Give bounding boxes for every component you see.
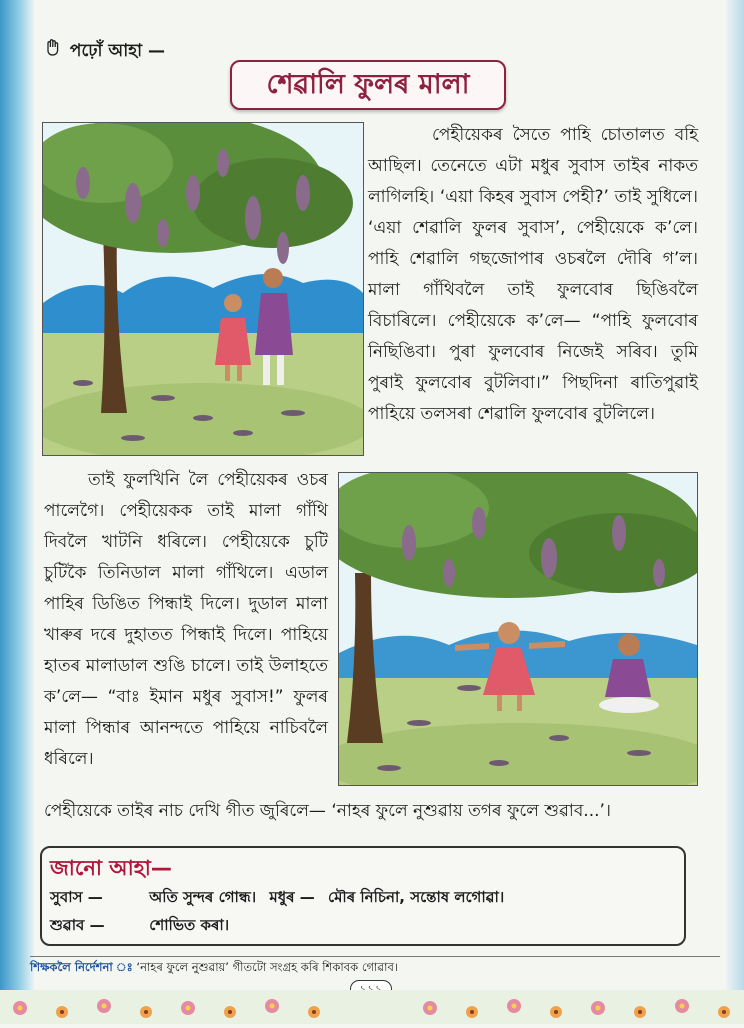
section-header-label: পঢ়োঁ আহা — <box>69 41 166 61</box>
illustration-girl-dancing <box>338 472 698 786</box>
glossary-term: শুৱাব — <box>50 916 105 934</box>
teacher-note <box>30 956 720 978</box>
page-edge-right <box>726 0 744 1024</box>
flower-border <box>0 990 744 1024</box>
glossary-definition: অতি সুন্দৰ গোন্ধ। <box>149 888 257 906</box>
page-title: শেৱালি ফুলৰ মালা <box>230 60 506 110</box>
glossary-row <box>50 886 504 911</box>
story-paragraph-3: পেহীয়েকে তাইৰ নাচ দেখি গীত জুৰিলে— ‘নাহৰ ফুলে নুশুৱায় তগৰ ফুলে শুৱাব...’। <box>44 801 611 821</box>
glossary-term: মধুৰ — <box>269 888 315 906</box>
page-edge-left <box>0 0 34 1024</box>
glossary-row <box>50 914 229 939</box>
hand-icon <box>44 38 64 61</box>
story-paragraph-2: তাই ফুলখিনি লৈ পেহীয়েকৰ ওচৰ পালেগৈ। পেহীয়েকক তাই মালা গাঁথি দিবলৈ খাটনি ধৰিলে। পেহীয়েকে চুটি চুটিকৈ তিনিডাল মালা গাঁথিলে। এডাল পাহিৰ ডিঙিত পিন্ধাই দিলে। দুডাল মালা খাৰুৰ দৰে দুহাতত পিন্ধাই দিলে। পাহিয়ে হাতৰ মালাডাল শুঙি চালে। তাই উলাহতে ক’লে— “বাঃ ইমান মধুৰ সুবাস!” ফুলৰ মালা পিন্ধাৰ আনন্দতে পাহিয়ে নাচিবলৈ ধৰিলে। <box>44 470 328 769</box>
glossary-definition: শোভিত কৰা। <box>149 916 230 934</box>
teacher-note-text: ‘নাহৰ ফুলে নুশুৱায়’ গীতটো সংগ্ৰহ কৰি শিকাবক গোৱাব। <box>136 960 398 974</box>
glossary-definition: মৌৰ নিচিনা, সন্তোষ লগোৱা। <box>328 888 505 906</box>
glossary-heading: জানো আহা— <box>50 856 172 880</box>
glossary-box <box>40 846 686 946</box>
story-paragraph-1: পেহীয়েকৰ সৈতে পাহি চোতালত বহি আছিল। তেনেতে এটা মধুৰ সুবাস তাইৰ নাকত লাগিলহি। ‘এয়া কিহৰ সুবাস পেহী?’ তাই সুধিলে। ‘এয়া শেৱালি ফুলৰ সুবাস’, পেহীয়েকে ক’লে। পাহি শেৱালি গছজোপাৰ ওচৰলৈ দৌৰি গ’ল। মালা গাঁথিবলৈ তাই ফুলবোৰ ছিঙিবলৈ বিচাৰিলে। পেহীয়েকে ক’লে— “পাহি ফুলবোৰ নিছিঙিবা। পুৰা ফুলবোৰ নিজেই সৰিব। তুমি পুৰাই ফুলবোৰ বুটলিবা।” পিছদিনা ৰাতিপুৱাই পাহিয়ে তলসৰা শেৱালি ফুলবোৰ বুটলিলে। <box>368 125 698 424</box>
teacher-note-label: শিক্ষকলৈ নিৰ্দেশনা ঃ <box>30 960 133 974</box>
illustration-girl-and-aunt-under-tree <box>42 122 364 456</box>
section-header <box>44 38 165 66</box>
glossary-term: সুবাস — <box>50 888 103 906</box>
